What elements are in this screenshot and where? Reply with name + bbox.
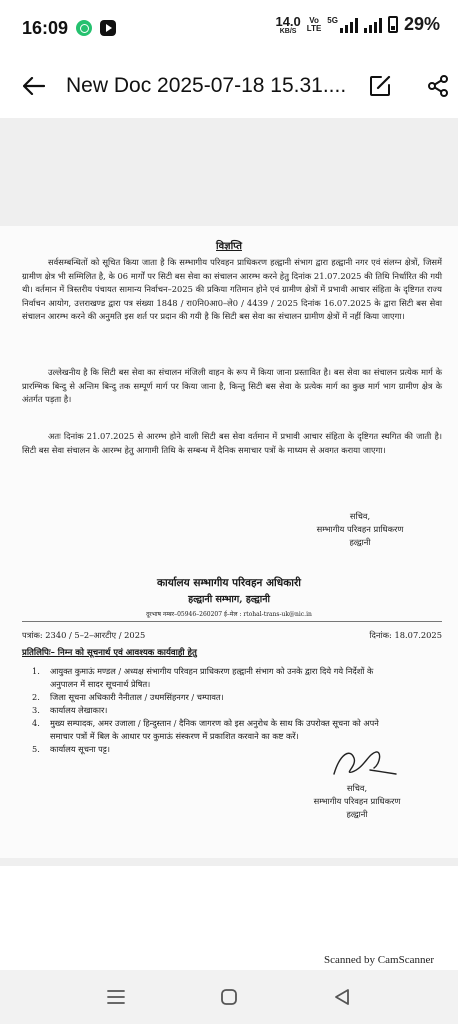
- whatsapp-icon: [76, 20, 92, 36]
- share-icon: [427, 75, 449, 97]
- battery-percent: 29%: [403, 14, 440, 34]
- status-indicators: [275, 14, 440, 35]
- document-page: [0, 226, 458, 966]
- divider: [22, 621, 442, 622]
- status-time: 16:09: [22, 17, 69, 38]
- reference-date: दिनांक: 18.07.2025: [369, 630, 442, 640]
- notice-paragraph-1: सर्वसम्बन्धितों को सूचित किया जाता है कि सम्भागीय परिवहन प्राधिकरण हल्द्वानी संभाग द्वारा हल्द्वानी नगर एवं संलग्न क्षेत्रों, जिसमें ग्रामीण क्षेत्र भी सम्मिलित है, के 06 मार्गों पर सिटी बस सेवा का संचालन आरम्भ करने हेतु दिनांक 21.07.2025 की तिथि निर्धारित की गयी थी। वर्तमान में त्रिस्तरीय पंचायत सामान्य निर्वाचन–2025 की प्रकिया गतिमान होने एवं ग्रामीण क्षेत्रों में प्रभावी आचार संहिता के दृष्टिगत राज्य निर्वाचन आयोग, उत्तराखण्ड द्वारा पत्र संख्या 1848 / रा0नि0आ0–ले0 / 4439 / 2025 दिनांक 16.07.2025 के द्वारा सिटी बस सेवा संचालन आरम्भ करने की अनुमति इस शर्त पर प्रदान की गयी है कि सिटी बस सेवा का संचालन ग्रामीण क्षेत्रों में नहीं किया जाएगा।: [22, 257, 442, 322]
- home-button[interactable]: [204, 977, 254, 1017]
- office-contact: दूरभाष नम्बर–05946–260207 ई–मेल : rtohal-trans-uk@nic.in: [146, 611, 312, 618]
- list-item: 4. मुख्य सम्पादक, अमर उजाला / हिन्दुस्तान / दैनिक जागरण को इस अनुरोध के साथ कि उपरोक्त सूचना को अपने समाचार पत्रों में बिल के आधार पर कुमाऊं संस्करण में प्रकाशित करवाने का कष्ट करें।: [32, 718, 379, 741]
- distribution-list: [32, 665, 440, 756]
- share-button[interactable]: [418, 66, 458, 106]
- edit-button[interactable]: [360, 66, 400, 106]
- square-home-icon: [220, 988, 238, 1006]
- notice-heading: विज्ञप्ति: [216, 241, 242, 252]
- handwritten-signature: [330, 744, 400, 780]
- triangle-back-icon: [334, 988, 350, 1006]
- edit-icon: [369, 75, 391, 97]
- document-title: New Doc 2025-07-18 15.31....: [66, 74, 347, 97]
- office-address: हल्द्वानी सम्भाग, हल्द्वानी: [188, 594, 270, 605]
- back-nav-button[interactable]: [317, 977, 367, 1017]
- copy-heading: प्रतिलिपिः– निम्न को सूचनार्थ एवं आवश्यक कार्यवाही हेतु: [22, 648, 197, 658]
- back-button[interactable]: [6, 62, 62, 110]
- list-item: 1. आयुक्त कुमाऊं मण्डल / अध्यक्ष संभागीय परिवहन प्राधिकरण हल्द्वानी संभाग को उनके द्वारा दिये गये निर्देशों के अनुपालन में सादर सूचनार्थ प्रेषित।: [32, 666, 374, 689]
- volte-indicator: Vo LTE: [306, 15, 322, 33]
- signal-icon-2: [364, 17, 382, 33]
- app-bar: [0, 62, 458, 110]
- list-item: 3. कार्यालय लेखाकार।: [32, 705, 108, 715]
- notice-paragraph-3: अतः दिनांक 21.07.2025 से आरम्भ होने वाली सिटी बस सेवा वर्तमान में प्रभावी आचार संहिता के दृष्टिगत स्थगित की जाती है। सिटी बस सेवा संचालन के आरम्भ हेतु आगामी तिथि के सम्बन्ध में दैनिक समाचार पत्रों के माध्यम से अवगत कराया जाएगा।: [22, 431, 442, 455]
- network-type: 5G: [327, 16, 338, 25]
- document-viewer[interactable]: [0, 118, 458, 966]
- office-name: कार्यालय सम्भागीय परिवहन अधिकारी: [156, 577, 302, 589]
- navigation-bar: [0, 970, 458, 1024]
- arrow-left-icon: [23, 77, 45, 95]
- youtube-icon: [100, 20, 116, 36]
- battery-icon: [388, 16, 398, 33]
- scanner-watermark: Scanned by CamScanner: [324, 954, 434, 966]
- notice-paragraph-2: उल्लेखनीय है कि सिटी बस सेवा का संचालन मंजिली वाहन के रूप में किया जाना प्रस्तावित है। बस सेवा का संचालन प्रत्येक मार्ग के प्रारम्भिक बिन्दु से अन्तिम बिन्दु तक सम्पूर्ण मार्ग पर किया जाना है, किन्तु सिटी बस सेवा के प्रत्येक मार्ग का कुछ मार्ग भाग ग्रामीण क्षेत्र के अंतर्गत पड़ता है।: [22, 367, 442, 405]
- signal-icon: [340, 17, 358, 33]
- recent-apps-button[interactable]: [91, 977, 141, 1017]
- reference-line: [22, 630, 442, 641]
- network-speed: 14.0 KB/S: [275, 13, 301, 35]
- status-bar: [0, 0, 458, 56]
- reference-number: पत्रांक: 2340 / 5–2–आरटीए / 2025: [22, 630, 146, 640]
- signature-block-1: सचिव, सम्भागीय परिवहन प्राधिकरण हल्द्वानी: [316, 511, 404, 547]
- list-item: 2. जिला सूचना अधिकारी नैनीताल / उधमसिंहनगर / चम्पावत।: [32, 692, 224, 702]
- menu-lines-icon: [107, 989, 125, 1005]
- signature-block-2: सचिव, सम्भागीय परिवहन प्राधिकरण हल्द्वानी: [313, 783, 401, 819]
- list-item: 5. कार्यालय सूचना पट्ट।: [32, 744, 110, 754]
